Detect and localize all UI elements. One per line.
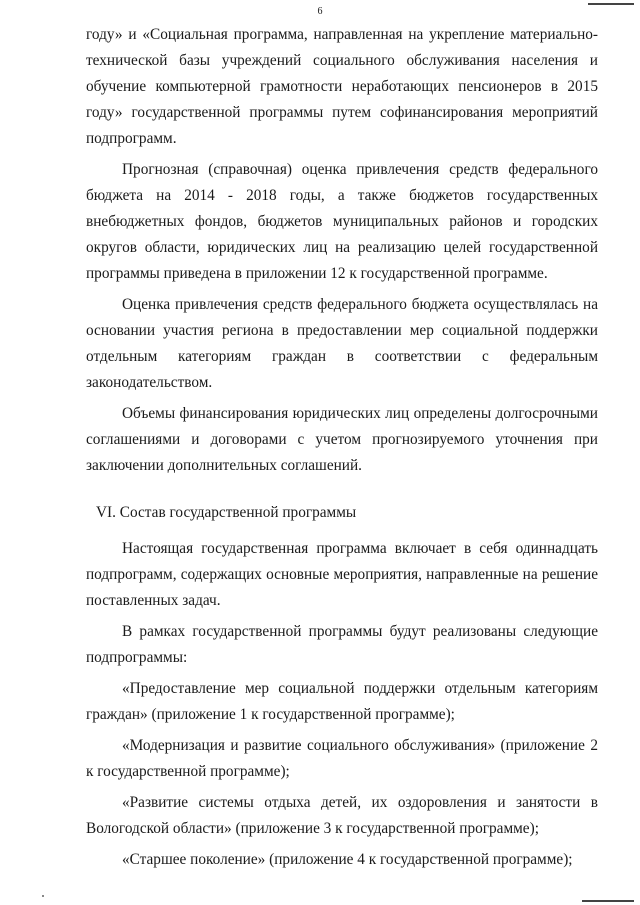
list-item-subprogram-3: «Развитие системы отдыха детей, их оздоровления и занятости в Вологодской области» (приложение 3 к государственной программе); bbox=[86, 794, 598, 837]
list-item-subprogram-2: «Модернизация и развитие социального обслуживания» (приложение 2 к государственной программе); bbox=[86, 737, 598, 780]
scan-edge-mark-bottom bbox=[582, 900, 634, 902]
paragraph-program-composition: Настоящая государственная программа включает в себя одиннадцать подпрограмм, содержащих основные мероприятия, направленные на решение поставленных задач. bbox=[86, 540, 598, 609]
page-number: 6 bbox=[317, 6, 323, 17]
list-item-subprogram-4: «Старшее поколение» (приложение 4 к государственной программе); bbox=[122, 851, 573, 868]
document-body bbox=[86, 22, 598, 873]
list-item-subprogram-1: «Предоставление мер социальной поддержки отдельным категориям граждан» (приложение 1 к государственной программе); bbox=[86, 680, 598, 723]
paragraph-subprograms-intro: В рамках государственной программы будут реализованы следующие подпрограммы: bbox=[86, 623, 598, 666]
paragraph-legal-entities: Объемы финансирования юридических лиц определены долгосрочными соглашениями и договорами с учетом прогнозируемого уточнения при заключении дополнительных соглашений. bbox=[86, 405, 598, 474]
scan-dot bbox=[42, 895, 44, 897]
section-title: VI. Состав государственной программы bbox=[96, 504, 357, 521]
paragraph-forecast-estimate: Прогнозная (справочная) оценка привлечения средств федерального бюджета на 2014 - 2018 годы, а также бюджетов государственных внебюджетных фондов, бюджетов муниципальных районов и городских округов области, юридических лиц на реализацию целей государственной программы приведена в приложении 12 к государственной программе. bbox=[86, 161, 598, 282]
paragraph-continuation: году» и «Социальная программа, направленная на укрепление материально-технической базы учреждений социального обслуживания населения и обучение компьютерной грамотности неработающих пенсионеров в 2015 году» государственной программы путем софинансирования мероприятий подпрограмм. bbox=[86, 26, 598, 147]
paragraph-federal-budget: Оценка привлечения средств федерального бюджета осуществлялась на основании участия региона в предоставлении мер социальной поддержки отдельным категориям граждан в соответствии с федеральным законодательством. bbox=[86, 296, 598, 391]
scan-edge-mark bbox=[588, 3, 634, 5]
